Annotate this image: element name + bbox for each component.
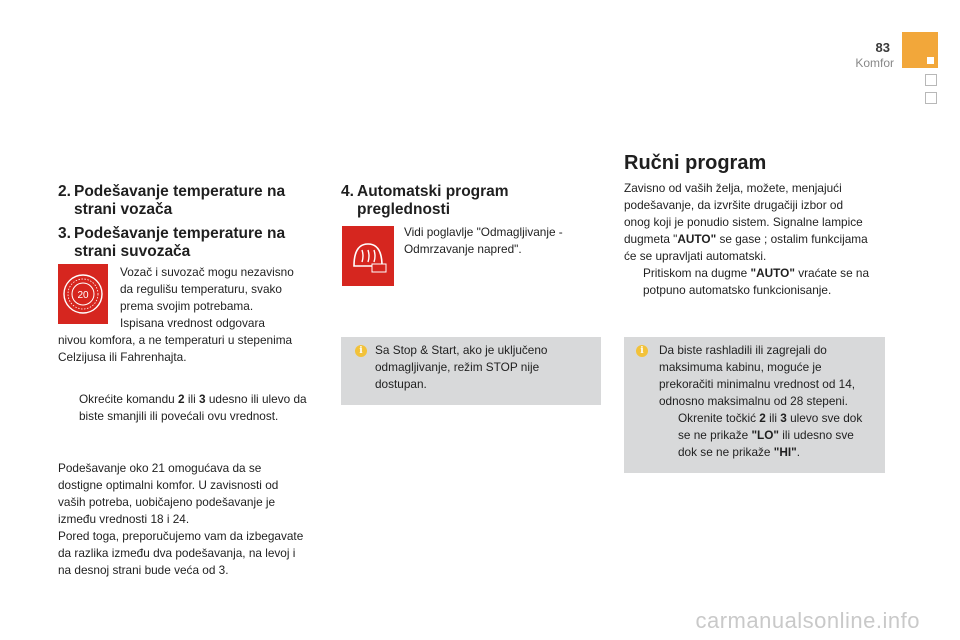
chapter-tab [902, 32, 938, 68]
info-icon: i [355, 345, 367, 359]
manual-program-text: Zavisno od vaših želja, možete, menjajući podešavanje, da izvršite drugačiji izbor od onog koji je ponudio sistem. Signalne lampice dugmeta "AUTO" se gase ; ostalim funkcijama će se upravljati automatski. Pritiskom na dugme "AUTO" vraćate se na potpuno automatsko funkcionisanje. [624, 181, 870, 297]
temperature-limit-info-text: Da biste rashladili ili zagrejali do maksimuma kabinu, moguće je prekoračiti minimalnu vrednost od 14, odnosno maksimalnu od 28 stepeni. Okrenite točkić 2 ili 3 ulevo sve dok se ne prikaže "LO" ili udesno sve dok se ne prikaže "HI". [659, 343, 863, 459]
windscreen-defrost-icon [342, 226, 394, 286]
dial-value: 20 [77, 290, 89, 301]
chapter-tab-empty [925, 92, 937, 104]
intro-text-cont: nivou komfora, a ne temperaturi u stepenima Celzijusa ili Fahrenhajta. [58, 333, 293, 364]
comfort-text: Podešavanje oko 21 omogućava da se dostigne optimalni komfor. U zavisnosti od vaših potreba, uobičajeno podešavanje je između vrednosti 18 i 24. Pored toga, preporučujemo vam da izbegavate da razlika između dva podešavanja, na levoj i na desnoj strani bude veća od 3. [58, 461, 304, 577]
manual-program-title: Ručni program [624, 152, 767, 174]
info-icon: i [636, 345, 648, 359]
stop-start-info-box [341, 337, 601, 405]
temperature-dial-icon [58, 264, 108, 324]
watermark: carmanualsonline.info [695, 608, 920, 633]
intro-text: Vozač i suvozač mogu nezavisno da regulišu temperaturu, svako prema svojim potrebama. Ispisana vrednost odgovara [120, 265, 294, 330]
page-number: 83 [875, 40, 890, 55]
chapter-title: Komfor [855, 56, 894, 70]
bullet-rotate: Okrećite komandu 2 ili 3 udesno ili ulevo da biste smanjili ili povećali ovu vrednost. [79, 392, 307, 423]
chapter-tab-empty [925, 74, 937, 86]
see-reference-text: Vidi poglavlje "Odmagljivanje - Odmrzavanje napred". [404, 225, 563, 256]
section-heading-3: 3. Podešavanje temperature na strani suvozača [58, 225, 286, 260]
temperature-limit-info-box [624, 337, 885, 473]
section-heading-2: 2. Podešavanje temperature na strani vozača [58, 183, 286, 218]
section-heading-4: 4. Automatski program preglednosti [341, 183, 509, 218]
stop-start-info-text: Sa Stop & Start, ako je uključeno odmagljivanje, režim STOP nije dostupan. [375, 343, 548, 391]
